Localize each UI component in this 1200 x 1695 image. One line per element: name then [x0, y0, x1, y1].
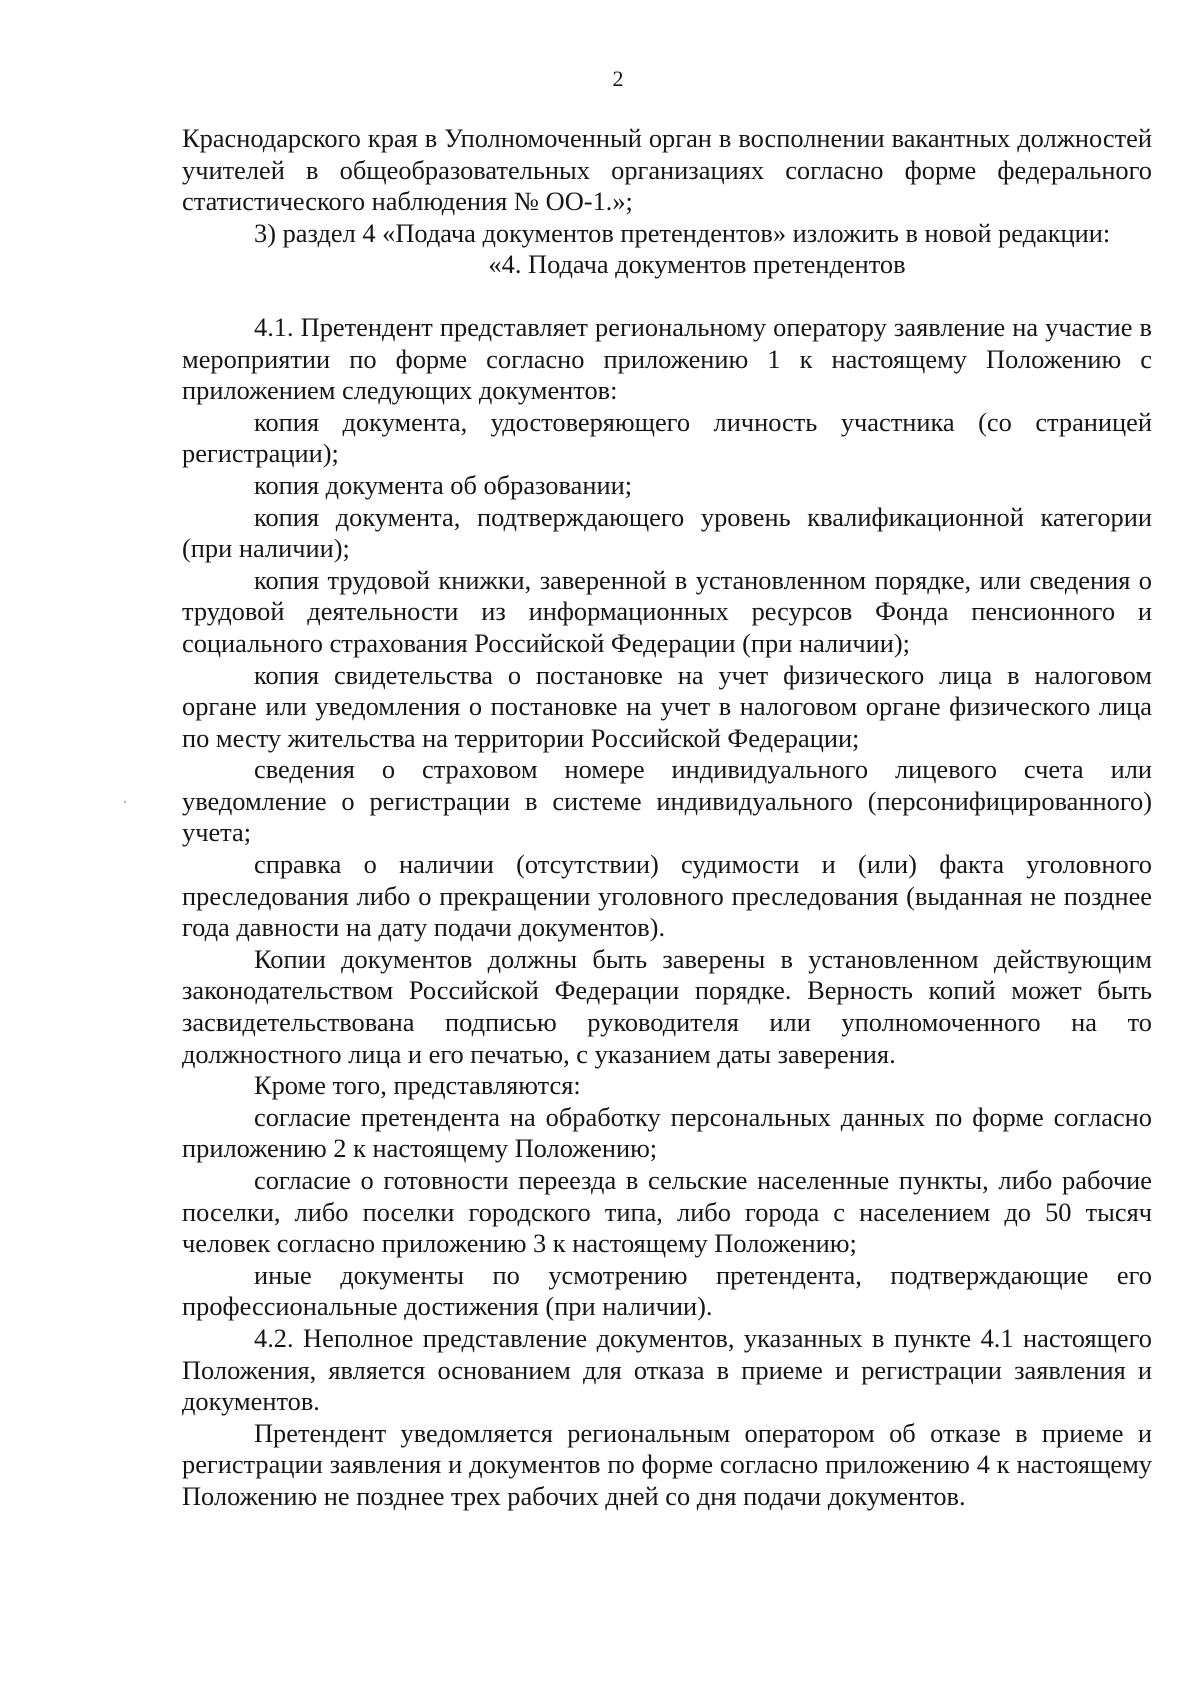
list-item-qualification-document: копия документа, подтверждающего уровень квалификационной категории (при наличии); [182, 501, 1152, 564]
paragraph-additionally: Кроме того, представляются: [254, 1070, 581, 1101]
paragraph-copies-certification: Копии документов должны быть заверены в установленном действующим законодательством Российской Федерации порядке. Верность копий может быть засвидетельствована подписью руководителя или уполномоченного на то должностного лица и его печатью, с указанием даты заверения. [182, 943, 1152, 1069]
list-item-tax-registration: копия свидетельства о постановке на учет физического лица в налоговом органе или уведомления о постановке на учет в налоговом органе физического лица по месту жительства на территории Российской Федерации; [182, 659, 1152, 753]
page-number: 2 [612, 66, 624, 91]
list-item-other-documents: иные документы по усмотрению претендента, подтверждающие его профессиональные достижения (при наличии). [182, 1259, 1152, 1322]
paragraph-4-1: 4.1. Претендент представляет региональному оператору заявление на участие в мероприятии по форме согласно приложению 1 к настоящему Положению с приложением следующих документов: [182, 311, 1152, 406]
list-item-personal-data-consent: согласие претендента на обработку персональных данных по форме согласно приложению 2 к настоящему Положению; [182, 1101, 1152, 1164]
section-heading: «4. Подача документов претендентов [488, 249, 906, 280]
paragraph-amendment-3: 3) раздел 4 «Подача документов претендентов» изложить в новой редакции: [254, 217, 1111, 248]
list-item-education-document: копия документа об образовании; [254, 469, 633, 500]
document-body [182, 123, 1152, 1513]
paragraph-4-2: 4.2. Неполное представление документов, указанных в пункте 4.1 настоящего Положения, является основанием для отказа в приеме и регистрации заявления и документов. [182, 1322, 1152, 1417]
list-item-identity-document: копия документа, удостоверяющего личность участника (со страницей регистрации); [182, 406, 1152, 469]
paragraph-intro-continuation: Краснодарского края в Уполномоченный орган в восполнении вакантных должностей учителей в общеобразовательных организациях согласно форме федерального статистического наблюдения № ОО-1.»; [182, 123, 1152, 217]
list-item-insurance-number: сведения о страховом номере индивидуального лицевого счета или уведомление о регистрации в системе индивидуального (персонифицированного) учета; [182, 754, 1152, 848]
list-item-employment-record: копия трудовой книжки, заверенной в установленном порядке, или сведения о трудовой деятельности из информационных ресурсов Фонда пенсионного и социального страхования Российской Федерации (при наличии); [182, 564, 1152, 658]
paragraph-refusal-notification: Претендент уведомляется региональным оператором об отказе в приеме и регистрации заявления и документов по форме согласно приложению 4 к настоящему Положению не позднее трех рабочих дней со дня подачи документов. [182, 1417, 1152, 1511]
list-item-criminal-record: справка о наличии (отсутствии) судимости и (или) факта уголовного преследования либо о прекращении уголовного преследования (выданная не позднее года давности на дату подачи документов). [182, 849, 1152, 943]
list-item-relocation-consent: согласие о готовности переезда в сельские населенные пункты, либо рабочие поселки, либо поселки городского типа, либо города с населением до 50 тысяч человек согласно приложению 3 к настоящему Положению; [182, 1165, 1152, 1259]
scan-artifact [124, 801, 126, 803]
